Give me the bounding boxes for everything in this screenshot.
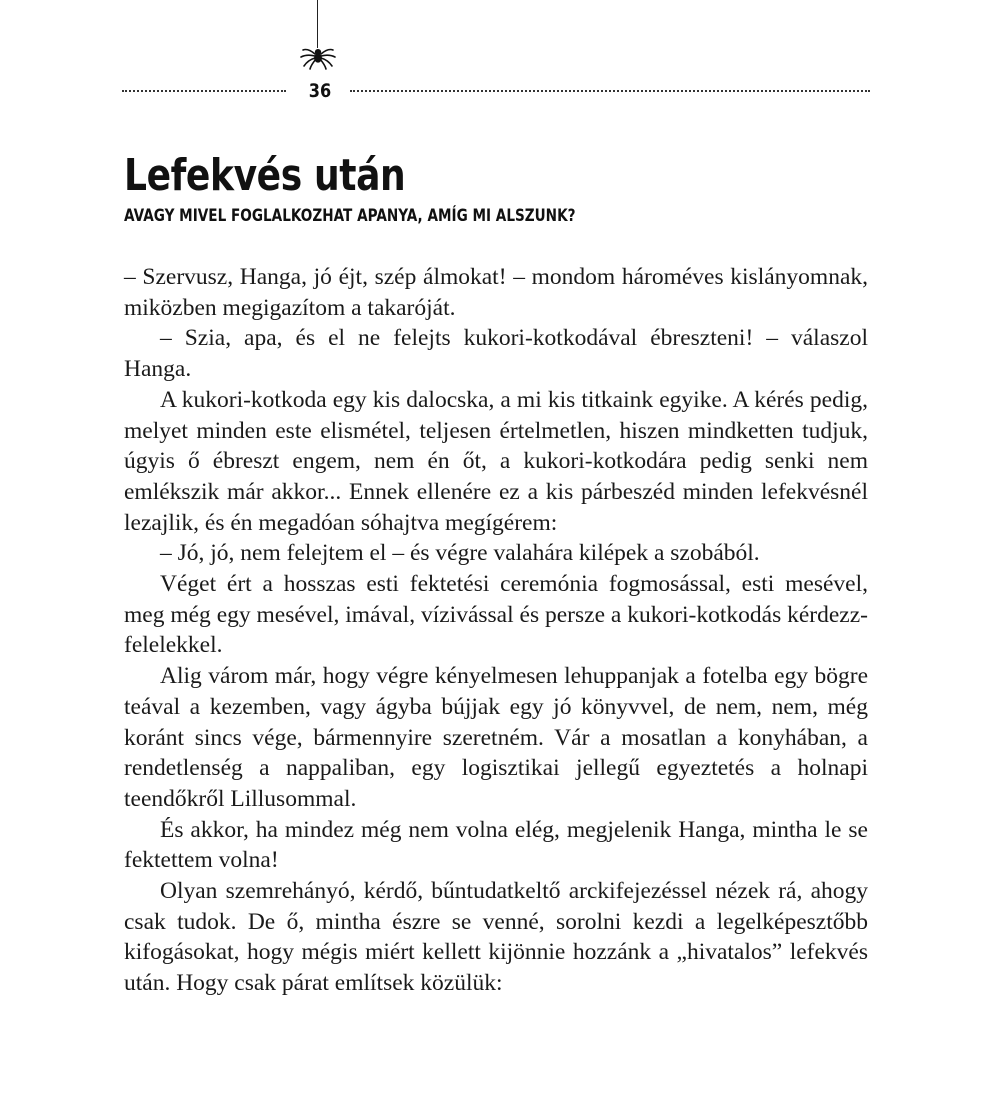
paragraph: A kukori-kotkoda egy kis dalocska, a mi kis titkaink egyike. A kérés pedig, melyet minden este elismétel, teljesen értelmetlen, hiszen mindketten tudjuk, úgyis ő ébreszt engem, nem én őt, a kukori-kotkodára pedig senki nem emlékszik már akkor... Ennek ellenére ez a kis párbeszéd minden lefekvésnél lezajlik, és én megadóan sóhajtva megígérem: — [124, 386, 868, 536]
spider-icon — [299, 40, 337, 70]
paragraph: És akkor, ha mindez még nem volna elég, megjelenik Hanga, mintha le se fektettem volna! — [124, 816, 868, 874]
header-dotted-rule-left — [122, 90, 286, 92]
chapter-title: Lefekvés után — [124, 150, 406, 201]
paragraph: – Szia, apa, és el ne felejts kukori-kotkodával ébreszteni! – válaszol Hanga. — [124, 325, 868, 383]
paragraph: Alig várom már, hogy végre kényelmesen lehuppanjak a fotelba egy bögre teával a kezemben, vagy ágyba bújjak egy jó könyvvel, de nem, nem, még koránt sincs vége, bármennyire szeretném. Vár a mosatlan a konyhában, a rendetlenség a nappaliban, egy logisztikai jellegű egyeztetés a holnapi teendőkről Lillusommal. — [124, 663, 868, 812]
paragraph: – Jó, jó, nem felejtem el – és végre valahára kilépek a szobából. — [160, 540, 760, 567]
paragraph: – Szervusz, Hanga, jó éjt, szép álmokat! – mondom hároméves kislányomnak, miközben megigazítom a takaróját. — [124, 264, 868, 321]
paragraph: Olyan szemrehányó, kérdő, bűntudatkeltő arckifejezéssel nézek rá, ahogy csak tudok. De ő, mintha észre se venné, sorolni kezdi a legelképesztőbb kifogásokat, hogy mégis miért kellett kijönnie hozzánk a „hivatalos” lefekvés után. Hogy csak párat említsek közülük: — [124, 878, 868, 997]
paragraph: Véget ért a hosszas esti fektetési ceremónia fogmosással, esti mesével, meg még egy mesével, imával, vízivással és persze a kukori-kotkodás kérdezz-felelekkel. — [124, 571, 868, 659]
header-dotted-rule-right — [350, 90, 870, 92]
chapter-subtitle: AVAGY MIVEL FOGLALKOZHAT APANYA, AMÍG MI ALSZUNK? — [124, 206, 576, 226]
page-number: 36 — [308, 80, 332, 102]
chapter-body — [124, 262, 868, 999]
